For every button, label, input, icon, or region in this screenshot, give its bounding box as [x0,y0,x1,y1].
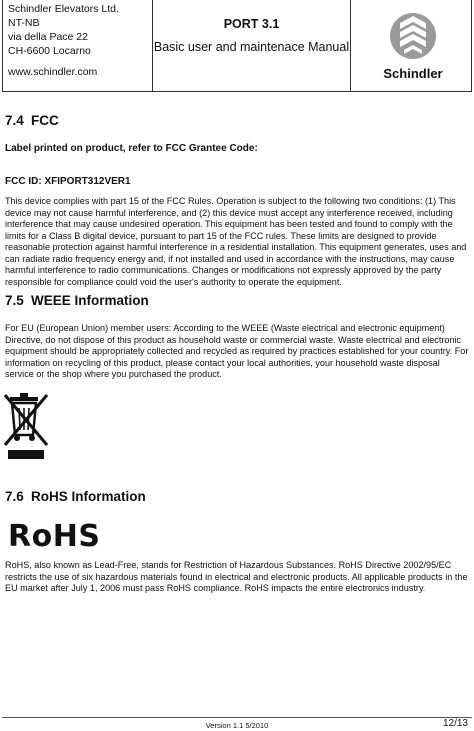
address-line: via della Pace 22 [8,31,88,43]
section-title: WEEE Information [31,293,149,308]
section-heading-fcc [5,113,59,128]
schindler-logo-icon [371,6,455,66]
rohs-paragraph: RoHS, also known as Lead-Free, stands for Restriction of Hazardous Substances. RoHS Directive 2002/95/EC restricts the use of six hazardous materials found in electrical and electronic products. All applicable products in the EU market after July 1, 2006 must pass RoHS compliance. RoHS impacts the entire electronics industry. [5,560,468,593]
crossed-out-wheelie-bin-icon [2,387,52,463]
schindler-logo [371,6,455,86]
rohs-logo: RoHS [8,519,101,554]
section-heading-rohs [5,489,146,504]
fcc-id: FCC ID: XFIPORT312VER1 [5,176,131,187]
fcc-label-note: Label printed on product, refer to FCC Grantee Code: [5,143,258,154]
footer-divider [2,717,472,718]
section-heading-weee [5,293,149,308]
logo-cell [351,0,471,91]
section-number: 7.5 [5,293,24,308]
section-number: 7.6 [5,489,24,504]
address-line: NT-NB [8,17,40,29]
footer-version: Version 1.1 5/2010 [205,721,269,730]
document-header [2,0,472,92]
address-line: Schindler Elevators Ltd. [8,3,119,15]
page-number: 12/13 [442,718,468,729]
section-number: 7.4 [5,113,24,128]
company-address [3,0,153,91]
address-line: CH-6600 Locarno [8,45,91,57]
logo-wordmark: Schindler [383,66,443,81]
section-title: FCC [31,113,59,128]
weee-paragraph: For EU (European Union) member users: According to the WEEE (Waste electrical and electronic equipment) Directive, do not dispose of this product as household waste or commercial waste. Waste electrical and electronic equipment should be appropriately collected and recycled as required by practices established for your country. For information on recycling of this product, please contact your local authorities, your household waste disposal service or the shop where you purchased the product. [5,323,469,379]
section-title: RoHS Information [31,489,146,504]
document-title-cell [153,0,351,91]
document-subtitle: Basic user and maintenace Manual [153,40,350,54]
fcc-paragraph: This device complies with part 15 of the FCC Rules. Operation is subject to the following two conditions: (1) This device may not cause harmful interference, and (2) this device must accept any interference received, including interference that may cause undesired operation. This equipment has been tested and found to comply with the limits for a Class B digital device, pursuant to part 15 of the FCC rules. These limits are designed to provide reasonable protection against harmful interference in a residential installation. This equipment generates, uses and can radiate radio frequency energy and, if not installed and used in accordance with the instructions, may cause harmful interference to radio communications. Changes or modifications not expressly approved by the party responsible for compliance could void the user's authority to operate the equipment. [5,196,467,287]
document-title: PORT 3.1 [223,17,280,31]
website-link[interactable]: www.schindler.com [8,66,98,78]
